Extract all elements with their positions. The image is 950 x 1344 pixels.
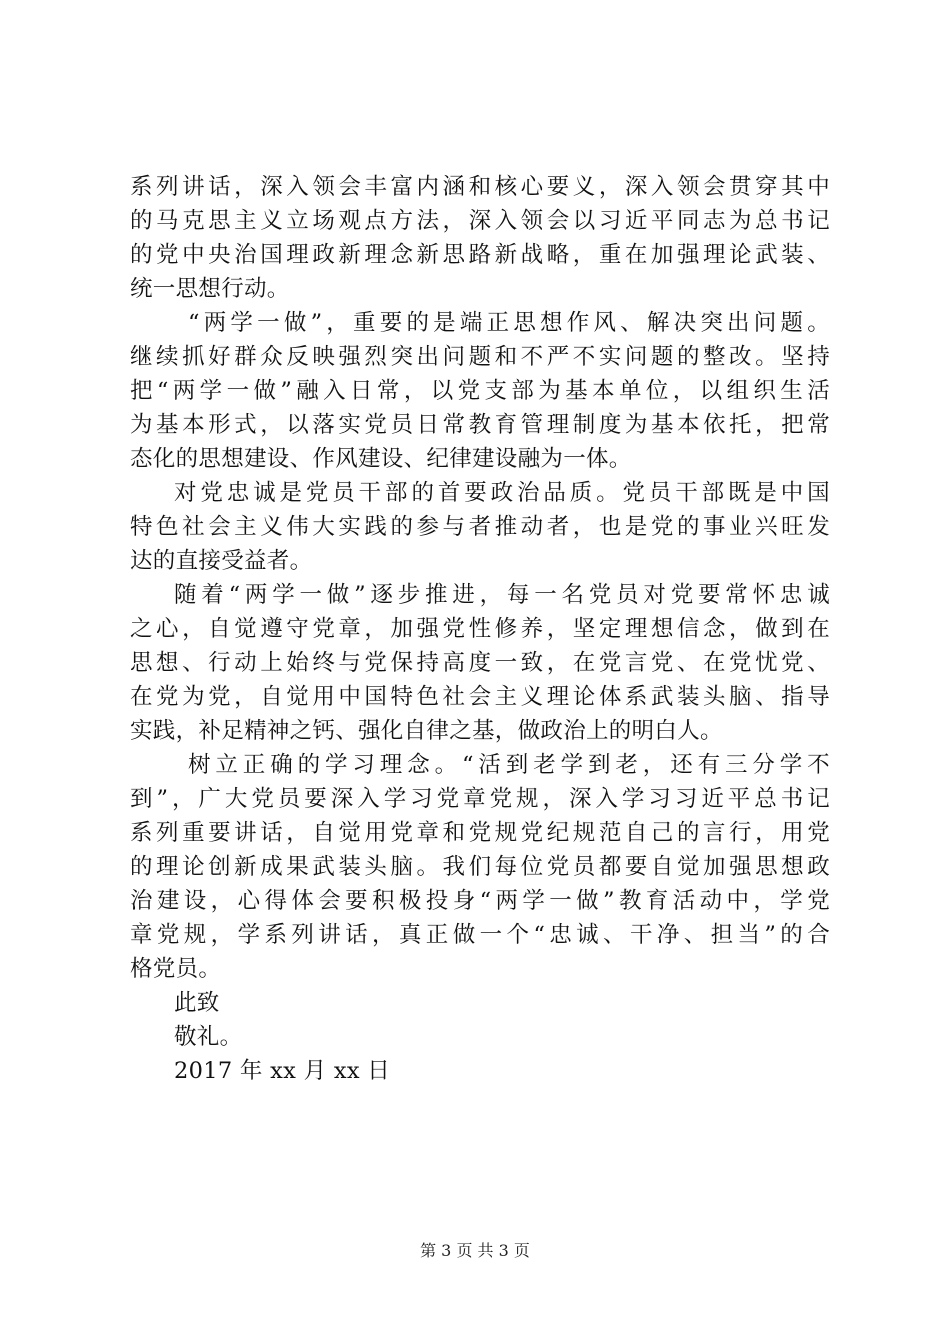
text-line: 态化的思想建设、作风建设、纪律建设融为一体。 <box>130 446 632 472</box>
page-footer: 第 3 页 共 3 页 <box>420 1241 530 1260</box>
text-line: 对党忠诚是党员干部的首要政治品质。党员干部既是中国 <box>174 480 830 506</box>
text-line: 特色社会主义伟大实践的参与者推动者，也是党的事业兴旺发 <box>130 514 830 540</box>
text-line: 实践，补足精神之钙、强化自律之基，做政治上的明白人。 <box>130 718 723 744</box>
closing-regards: 敬礼。 <box>174 1024 243 1050</box>
text-line: 的理论创新成果武装头脑。我们每位党员都要自觉加强思想政 <box>130 854 830 880</box>
text-line: 章党规，学系列讲话，真正做一个“忠诚、干净、担当”的合 <box>130 922 830 948</box>
text-line: 树立正确的学习理念。“活到老学到老，还有三分学不 <box>188 752 830 778</box>
text-line: “两学一做”，重要的是端正思想作风、解决突出问题。 <box>188 310 830 336</box>
text-line: 思想、行动上始终与党保持高度一致，在党言党、在党忧党、 <box>130 650 830 676</box>
text-line: 的马克思主义立场观点方法，深入领会以习近平同志为总书记 <box>130 208 830 234</box>
text-line: 格党员。 <box>130 956 222 982</box>
text-line: 系列讲话，深入领会丰富内涵和核心要义，深入领会贯穿其中 <box>130 174 830 200</box>
text-line: 随着“两学一做”逐步推进，每一名党员对党要常怀忠诚 <box>174 582 830 608</box>
text-line: 在党为党，自觉用中国特色社会主义理论体系武装头脑、指导 <box>130 684 830 710</box>
text-line: 继续抓好群众反映强烈突出问题和不严不实问题的整改。坚持 <box>130 344 830 370</box>
document-date: 2017 年 xx 月 xx 日 <box>174 1058 391 1084</box>
text-line: 达的直接受益者。 <box>130 548 313 574</box>
closing-salutation: 此致 <box>174 990 220 1016</box>
text-line: 治建设，心得体会要积极投身“两学一做”教育活动中，学党 <box>130 888 830 914</box>
text-line: 把“两学一做”融入日常，以党支部为基本单位，以组织生活 <box>130 378 830 404</box>
text-line: 系列重要讲话，自觉用党章和党规党纪规范自己的言行，用党 <box>130 820 830 846</box>
text-line: 到”，广大党员要深入学习党章党规，深入学习习近平总书记 <box>130 786 830 812</box>
document-body <box>130 170 830 1088</box>
text-line: 之心，自觉遵守党章，加强党性修养，坚定理想信念，做到在 <box>130 616 830 642</box>
text-line: 统一思想行动。 <box>130 276 290 302</box>
text-line: 的党中央治国理政新理念新思路新战略，重在加强理论武装、 <box>130 242 830 268</box>
text-line: 为基本形式，以落实党员日常教育管理制度为基本依托，把常 <box>130 412 830 438</box>
